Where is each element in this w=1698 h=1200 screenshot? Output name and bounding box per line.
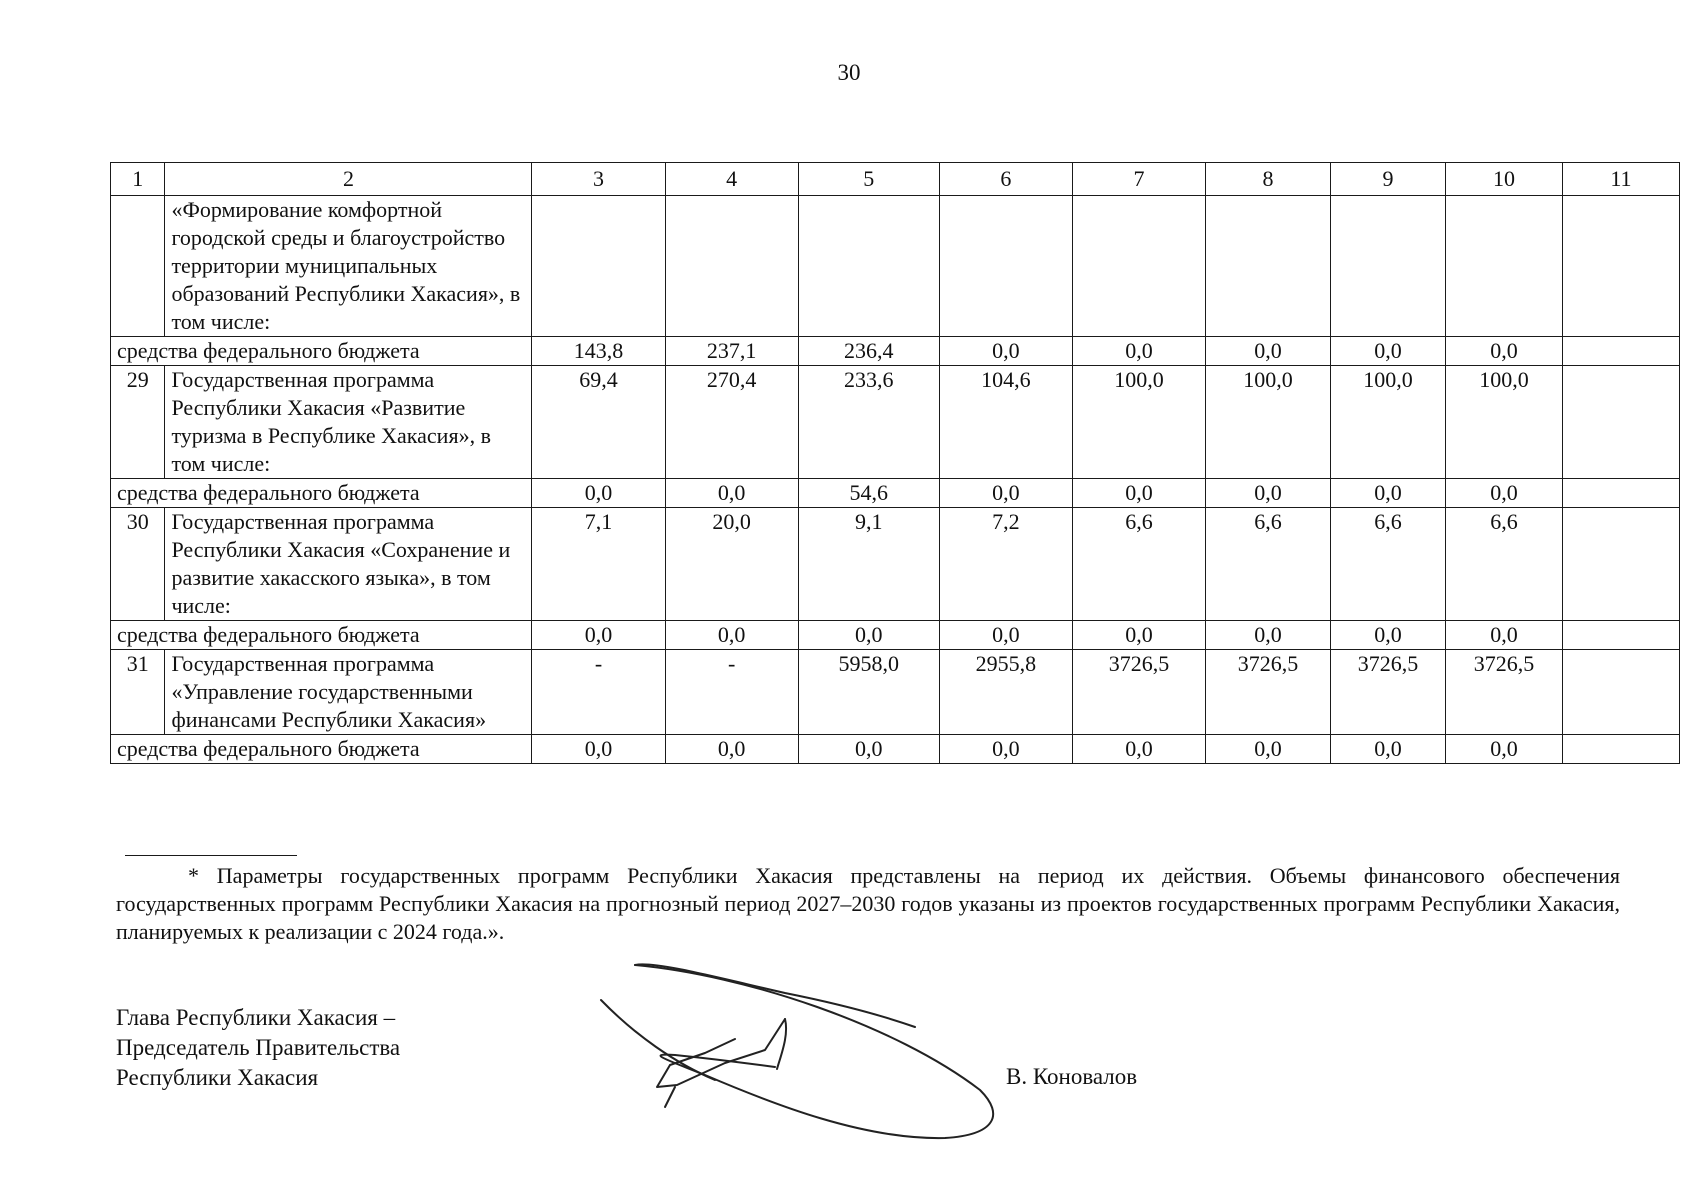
column-header: 9 — [1331, 163, 1446, 196]
value-cell: 0,0 — [1072, 735, 1205, 764]
value-cell: 104,6 — [939, 366, 1072, 479]
value-cell: 0,0 — [1331, 735, 1446, 764]
row-number: 29 — [111, 366, 165, 479]
value-cell: 2955,8 — [939, 650, 1072, 735]
column-header: 4 — [665, 163, 798, 196]
table-subrow — [111, 735, 1680, 764]
value-cell: 0,0 — [665, 479, 798, 508]
value-cell: 7,2 — [939, 508, 1072, 621]
value-cell: - — [532, 650, 665, 735]
value-cell: 7,1 — [532, 508, 665, 621]
value-cell: 100,0 — [1331, 366, 1446, 479]
value-cell: 143,8 — [532, 337, 665, 366]
column-header: 10 — [1445, 163, 1562, 196]
row-number: 30 — [111, 508, 165, 621]
value-cell: 0,0 — [1206, 479, 1331, 508]
value-cell: 237,1 — [665, 337, 798, 366]
value-cell: 0,0 — [1331, 337, 1446, 366]
funding-source-label: средства федерального бюджета — [111, 337, 532, 366]
value-cell — [1562, 735, 1679, 764]
value-cell: 0,0 — [532, 735, 665, 764]
value-cell — [1562, 366, 1679, 479]
value-cell: 0,0 — [1445, 621, 1562, 650]
value-cell: 5958,0 — [798, 650, 939, 735]
value-cell — [1562, 621, 1679, 650]
value-cell: 3726,5 — [1331, 650, 1446, 735]
value-cell: 0,0 — [798, 621, 939, 650]
value-cell — [1562, 650, 1679, 735]
value-cell: 0,0 — [1445, 479, 1562, 508]
value-cell: 100,0 — [1206, 366, 1331, 479]
signer-name: В. Коновалов — [1006, 1064, 1138, 1089]
program-name: Государственная программа Республики Хакасия «Сохранение и развитие хакасского языка», в том числе: — [165, 508, 532, 621]
value-cell: 0,0 — [1206, 337, 1331, 366]
value-cell: 6,6 — [1445, 508, 1562, 621]
footnote-rule — [125, 855, 297, 856]
value-cell: 3726,5 — [1072, 650, 1205, 735]
funding-source-label: средства федерального бюджета — [111, 479, 532, 508]
value-cell: 69,4 — [532, 366, 665, 479]
row-number — [111, 196, 165, 337]
value-cell: 9,1 — [798, 508, 939, 621]
column-header: 11 — [1562, 163, 1679, 196]
funding-source-label: средства федерального бюджета — [111, 735, 532, 764]
value-cell: 0,0 — [1072, 337, 1205, 366]
signer-title-line: Председатель Правительства — [116, 1035, 401, 1060]
value-cell — [1206, 196, 1331, 337]
value-cell: 6,6 — [1206, 508, 1331, 621]
value-cell — [665, 196, 798, 337]
program-name: «Формирование комфортной городской среды и благоустройство территории муниципальных образований Республики Хакасия», в том числе: — [165, 196, 532, 337]
program-name: Государственная программа Республики Хакасия «Развитие туризма в Республике Хакасия», в том числе: — [165, 366, 532, 479]
footnote: * Параметры государственных программ Республики Хакасия представлены на период их действия. Объемы финансового обеспечения государственных программ Республики Хакасия на прогнозный период 2027–2030 годов указаны из проектов государственных программ Республики Хакасия, планируемых к реализации с 2024 года.». — [116, 863, 1620, 944]
column-header: 1 — [111, 163, 165, 196]
value-cell: 100,0 — [1445, 366, 1562, 479]
value-cell: 0,0 — [939, 337, 1072, 366]
column-header: 2 — [165, 163, 532, 196]
column-header: 3 — [532, 163, 665, 196]
value-cell: 0,0 — [1072, 621, 1205, 650]
value-cell: 0,0 — [1206, 621, 1331, 650]
value-cell: 6,6 — [1331, 508, 1446, 621]
table-header-row — [111, 163, 1680, 196]
value-cell: 0,0 — [939, 735, 1072, 764]
table-subrow — [111, 337, 1680, 366]
value-cell: 0,0 — [798, 735, 939, 764]
value-cell: 0,0 — [1331, 479, 1446, 508]
value-cell: 0,0 — [1072, 479, 1205, 508]
signer-title — [116, 1003, 400, 1093]
value-cell — [1562, 337, 1679, 366]
table-row — [111, 508, 1680, 621]
value-cell: 0,0 — [1445, 735, 1562, 764]
column-header: 5 — [798, 163, 939, 196]
value-cell: 0,0 — [1445, 337, 1562, 366]
value-cell: 0,0 — [1206, 735, 1331, 764]
table-row — [111, 650, 1680, 735]
value-cell: 0,0 — [665, 735, 798, 764]
value-cell: 0,0 — [532, 621, 665, 650]
signer-title-line: Глава Республики Хакасия – — [116, 1005, 396, 1030]
value-cell — [532, 196, 665, 337]
page-number: 30 — [837, 60, 861, 85]
value-cell: 3726,5 — [1445, 650, 1562, 735]
value-cell — [939, 196, 1072, 337]
column-header: 7 — [1072, 163, 1205, 196]
value-cell: 236,4 — [798, 337, 939, 366]
value-cell — [1445, 196, 1562, 337]
value-cell: 100,0 — [1072, 366, 1205, 479]
value-cell: 20,0 — [665, 508, 798, 621]
column-header: 6 — [939, 163, 1072, 196]
funding-source-label: средства федерального бюджета — [111, 621, 532, 650]
table-row — [111, 366, 1680, 479]
value-cell: 270,4 — [665, 366, 798, 479]
value-cell — [1562, 479, 1679, 508]
value-cell — [1331, 196, 1446, 337]
value-cell — [1562, 508, 1679, 621]
value-cell: 6,6 — [1072, 508, 1205, 621]
value-cell: 54,6 — [798, 479, 939, 508]
value-cell — [798, 196, 939, 337]
value-cell: 0,0 — [939, 621, 1072, 650]
value-cell: 0,0 — [665, 621, 798, 650]
value-cell: 0,0 — [1331, 621, 1446, 650]
value-cell: 233,6 — [798, 366, 939, 479]
table-subrow — [111, 479, 1680, 508]
value-cell: 3726,5 — [1206, 650, 1331, 735]
value-cell: - — [665, 650, 798, 735]
table-row — [111, 196, 1680, 337]
value-cell: 0,0 — [939, 479, 1072, 508]
column-header: 8 — [1206, 163, 1331, 196]
value-cell — [1562, 196, 1679, 337]
handwritten-signature — [595, 955, 1015, 1145]
signer-title-line: Республики Хакасия — [116, 1065, 319, 1090]
budget-table — [110, 162, 1680, 764]
program-name: Государственная программа «Управление государственными финансами Республики Хакасия» — [165, 650, 532, 735]
table-subrow — [111, 621, 1680, 650]
value-cell — [1072, 196, 1205, 337]
row-number: 31 — [111, 650, 165, 735]
value-cell: 0,0 — [532, 479, 665, 508]
